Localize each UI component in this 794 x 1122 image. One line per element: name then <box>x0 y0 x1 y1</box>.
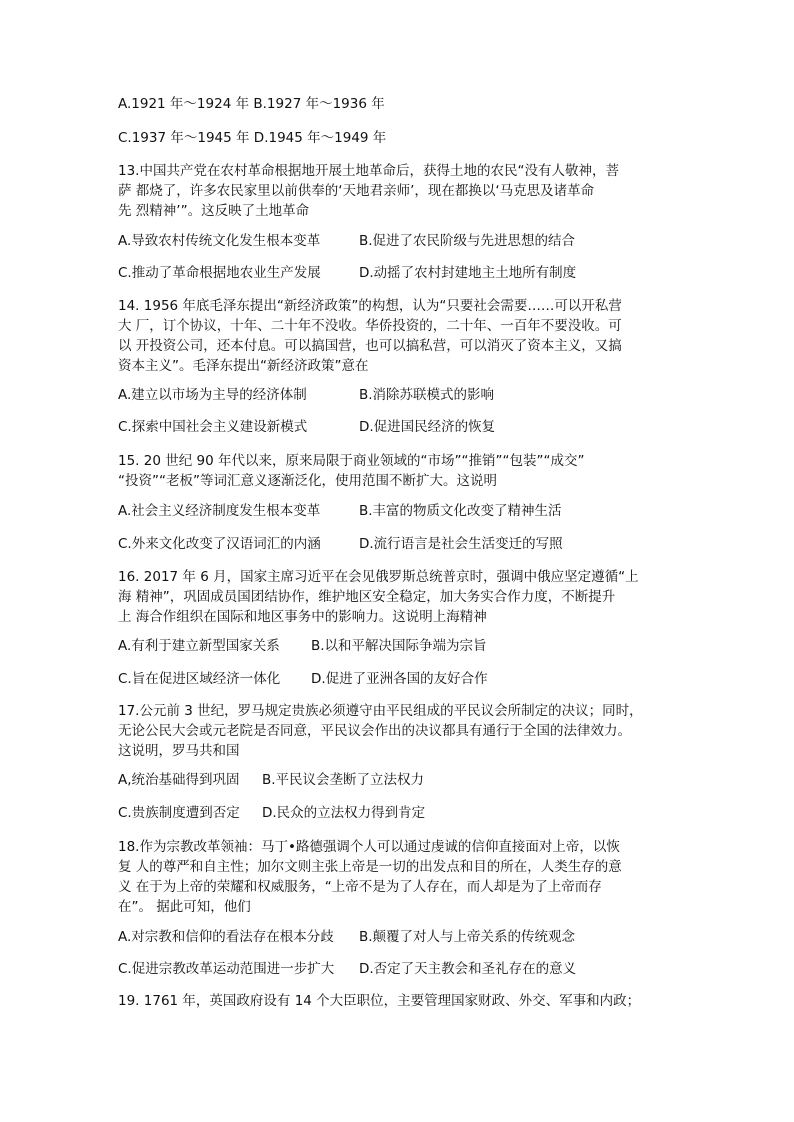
q17-option-a: A,统治基础得到巩固 <box>118 772 240 788</box>
q15-option-d: D.流行语言是社会生活变迁的写照 <box>359 536 563 552</box>
q14-option-c: C.探索中国社会主义建设新模式 <box>118 419 308 435</box>
q15-stem-line-2: “投资”“老板”等词汇意义逐渐泛化，使用范围不断扩大。这说明 <box>118 473 497 489</box>
q13-stem-line-3: 先 烈精神’”。这反映了土地革命 <box>118 203 310 219</box>
q13-stem-line-1: 13.中国共产党在农村革命根据地开展土地革命后，获得土地的农民“没有人敬神，菩 <box>118 163 619 179</box>
q18-stem-line-3: 义 在于为上帝的荣耀和权威服务，“上帝不是为了人存在，而人却是为了上帝而存 <box>118 879 602 895</box>
q18-option-a: A.对宗教和信仰的看法存在根本分歧 <box>118 929 334 945</box>
q16-stem-line-1: 16. 2017 年 6 月，国家主席习近平在会见俄罗斯总统普京时，强调中俄应坚定遵循“上 <box>118 569 639 585</box>
q16-stem-line-2: 海 精神”，巩固成员国团结协作，维护地区安全稳定，加大务实合作力度，不断提升 <box>118 589 616 605</box>
q17-stem-line-2: 无论公民大会或元老院是否同意，平民议会作出的决议都具有通行于全国的法律效力。 <box>118 723 631 739</box>
q18-option-b: B.颠覆了对人与上帝关系的传统观念 <box>359 929 576 945</box>
q18-option-c: C.促进宗教改革运动范围进一步扩大 <box>118 961 335 977</box>
q19-stem-line-1: 19. 1761 年，英国政府设有 14 个大臣职位，主要管理国家财政、外交、军事和内政； <box>118 993 641 1009</box>
q14-option-b: B.消除苏联模式的影响 <box>359 387 495 403</box>
q15-option-b: B.丰富的物质文化改变了精神生活 <box>359 503 562 519</box>
q18-stem-line-2: 复 人的尊严和自主性；加尔文则主张上帝是一切的出发点和目的所在，人类生存的意 <box>118 859 622 875</box>
q17-option-c: C.贵族制度遭到否定 <box>118 805 240 821</box>
q13-option-a: A.导致农村传统文化发生根本变革 <box>118 233 321 249</box>
q12-options-cd: C.1937 年～1945 年 D.1945 年～1949 年 <box>118 130 387 146</box>
q14-stem-line-3: 以 开投资公司，还本付息。可以搞国营，也可以搞私营，可以消灭了资本主义，又搞 <box>118 338 622 354</box>
q15-option-a: A.社会主义经济制度发生根本变革 <box>118 503 321 519</box>
q16-option-b: B.以和平解决国际争端为宗旨 <box>311 638 487 654</box>
q18-stem-line-1: 18.作为宗教改革领袖：马丁•路德强调个人可以通过虔诚的信仰直接面对上帝，以恢 <box>118 839 620 855</box>
q16-option-c: C.旨在促进区域经济一体化 <box>118 671 281 687</box>
q18-option-d: D.否定了天主教会和圣礼存在的意义 <box>359 961 577 977</box>
q16-option-d: D.促进了亚洲各国的友好合作 <box>311 671 488 687</box>
q13-option-d: D.动摇了农村封建地主土地所有制度 <box>359 265 577 281</box>
q16-option-a: A.有利于建立新型国家关系 <box>118 638 280 654</box>
q13-stem-line-2: 萨 都烧了，许多农民家里以前供奉的‘天地君亲师’，现在都换以‘马克思及诸革命 <box>118 183 595 199</box>
q14-option-a: A.建立以市场为主导的经济体制 <box>118 387 307 403</box>
q15-stem-line-1: 15. 20 世纪 90 年代以来，原来局限于商业领域的“市场”“推销”“包装”“成交” <box>118 453 585 469</box>
q14-stem-line-1: 14. 1956 年底毛泽东提出“新经济政策”的构想，认为“只要社会需要……可以开私营 <box>118 298 622 314</box>
q16-stem-line-3: 上 海合作组织在国际和地区事务中的影响力。这说明上海精神 <box>118 609 487 625</box>
q15-option-c: C.外来文化改变了汉语词汇的内涵 <box>118 536 321 552</box>
q13-option-b: B.促进了农民阶级与先进思想的结合 <box>359 233 576 249</box>
q17-stem-line-1: 17.公元前 3 世纪，罗马规定贵族必须遵守由平民组成的平民议会所制定的决议；同时， <box>118 703 643 719</box>
q13-option-c: C.推动了革命根据地农业生产发展 <box>118 265 321 281</box>
q14-option-d: D.促进国民经济的恢复 <box>359 419 496 435</box>
q18-stem-line-4: 在”。 据此可知，他们 <box>118 899 251 915</box>
q14-stem-line-2: 大 厂，订个协议，十年、二十年不没收。华侨投资的，二十年、一百年不要没收。可 <box>118 318 622 334</box>
q14-stem-line-4: 资本主义”。毛泽东提出“新经济政策”意在 <box>118 358 369 374</box>
q17-option-d: D.民众的立法权力得到肯定 <box>262 805 426 821</box>
q17-option-b: B.平民议会垄断了立法权力 <box>262 772 425 788</box>
q12-options-ab: A.1921 年～1924 年 B.1927 年～1936 年 <box>118 96 385 112</box>
q17-stem-line-3: 这说明，罗马共和国 <box>118 743 240 759</box>
